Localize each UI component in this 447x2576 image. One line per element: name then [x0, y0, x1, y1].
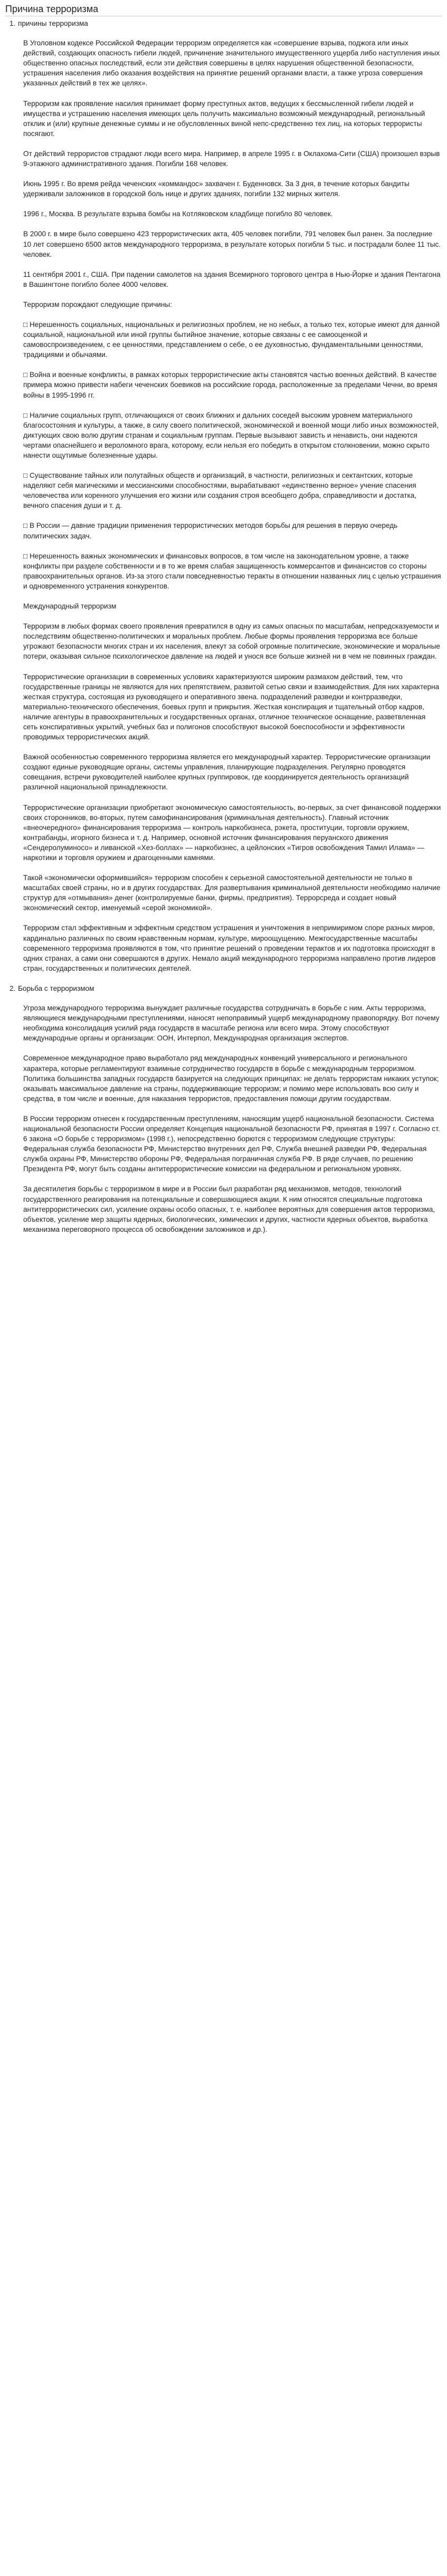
paragraph: □ Война и военные конфликты, в рамках которых террористические акты становятся частью военных действий. В качестве примера можно привести набеги чеченских боевиков на российские города, расположенные за пределами Чечни, во время войны в 1995-1996 гг.: [23, 371, 438, 399]
section-heading: [9, 18, 442, 28]
paragraph: Терроризм порождают следующие причины:: [23, 300, 172, 308]
section-heading: [9, 983, 442, 993]
paragraph: Современное международное право выработало ряд международных конвенций универсального и регионального характера, которые регламентируют взаимные сотрудничество государств в борьбе с международным терроризмом. Политика большинства западных государств базируется на следующих принципах: не делать террористам никаких уступок; оказывать максимальное давление на страны, поддерживающие терроризм; и помимо мере использовать всю силу и средства, в том числе и военные, для наказания террористов, предоставления помощи другим государствам.: [23, 1054, 439, 1103]
section-heading-text: Борьба с терроризмом: [18, 984, 94, 992]
paragraph: В Уголовном кодексе Российской Федерации терроризм определяется как «совершение взрыва, поджога или иных действий, создающих опасность гибели людей, причинение значительного имущественного ущерба либо наступления иных общественно опасных последствий, если эти действия совершены в целях нарушения общественной безопасности, устрашения населения либо оказания воздействия на принятие решений органами власти, а также угроза совершения указанных действий в тех же целях».: [23, 39, 440, 88]
document-body: [5, 18, 442, 1234]
paragraph: Июнь 1995 г. Во время рейда чеченских «коммандос» захвачен г. Буденновск. За 3 дня, в течение которых бандиты удерживали заложников в городской боль нице и других зданиях, погибли 132 мирных жителя.: [23, 180, 410, 198]
paragraph: Террористические организации приобретают экономическую самостоятельность, во-первых, за счет финансовой поддержки своих сторонников, во-вторых, путем самофинансирования (криминальная деятельность). Главный источник «внеочередного» финансирования терроризма — контроль наркобизнеса, рэкета, проституции, торговли оружием, контрабанды, игорного бизнеса и т. д. Например, основной источник финансирования перуанского движения «Сендеролуминосо» и ливанской «Хез-боллах» — наркобизнес, а цейлонских «Тигров освобождения Тамил Илама» — наркотики и торговля оружием и драгоценными камнями.: [23, 803, 441, 862]
paragraph: Терроризм как проявление насилия принимает форму преступных актов, ведущих к бессмысленной гибели людей и имущества и устрашению населения имеющих цель получить максимально возможный международный, региональный отклик и (или) крупные денежные суммы и не обусловленных виной непс-средственно тех лиц, на которых террористы посягают.: [23, 99, 425, 138]
paragraph: Терроризм в любых формах своего проявления превратился в одну из самых опасных по масштабам, непредсказуемости и последствиям общественно-политических и моральных проблем. Любые формы проявления терроризма все больше угрожают безопасности многих стран и их населения, влекут за собой огромные политические, экономические и моральные потери, оказывая сильное психологическое давление на людей и унося все больше жизней ни в чем не повинных граждан.: [23, 622, 440, 661]
paragraph: Международный терроризм: [23, 602, 117, 611]
paragraph: □ Нерешенность социальных, национальных и религиозных проблем, не но небых, а только тех, которые имеют для данной социальной, национальной или иной группы бытийное значение, которые связаны с ее самооценкой и самовоспроизведением, с ее ценностями, представлением о себе, о ее духовностью, фундаментальными ценностями, традициями и обычаями.: [23, 320, 440, 359]
paragraph: Угроза международного терроризма вынуждает различные государства сотрудничать в борьбе с ним. Акты терроризма, являющиеся международными преступлениями, наносят непоправимый ущерб международному правопорядку. Вот почему необходима консолидация усилий ряда государств в масштабе региона или всего мира. Этому способствуют международные органы и организации: ООН, Интерпол, Международная организация экспертов.: [23, 1004, 440, 1043]
section-number: 1.: [9, 20, 16, 27]
document-page: [0, 3, 447, 1250]
section-body: [23, 1003, 442, 1234]
paragraph: Террористические организации в современных условиях характеризуются широким размахом действий, тем, что государственные границы не являются для них препятствием, развитой сетью связи и взаимодействия. Для них характерна жесткая структура, состоящая из руководящего и оперативного звена. подразделений разведки и контрразведки, материально-технического обеспечения, боевых групп и прикрытия. Жесткая конспирация и тщательный отбор кадров, наличие агентуры в правоохранительных и государственных органах, отличное техническое оснащение, разветвленная сеть конспиративных укрытий, учебных баз и полигонов способствуют высокой боеспособности и эффективности проводимых террористических акций.: [23, 672, 440, 741]
paragraph: □ Наличие социальных групп, отличающихся от своих ближних и дальних соседей высоким уровнем материального благосостояния и культуры, а также, в силу своего политической, экономической и военной мощи либо иных возможностей, диктующих свою волю другим странам и социальным группам. Первые вызывают зависть и ненависть, они надеются чертами опаснейшего и вероломного врага, которому, если нельзя его победить в открытом столкновении, можно скрыто нанести ощутимые болезненные удары.: [23, 411, 439, 459]
section-heading-text: причины терроризма: [18, 20, 88, 27]
paragraph: В 2000 г. в мире было совершено 423 террористических акта, 405 человек погибли, 791 человек был ранен. За последние 10 лет совершено 6500 актов международного терроризма, в результате которых погибли 5 тыс. и пострадали более 11 тыс. человек.: [23, 230, 441, 258]
section-body: [23, 38, 442, 973]
paragraph: □ В России — давние традиции применения террористических методов борьбы для решения в первую очередь политических задач.: [23, 522, 398, 540]
page-title: Причина терроризма: [5, 4, 99, 14]
paragraph: Такой «экономически оформившийся» терроризм способен к серьезной самостоятельной деятельности не только в масштабах своей страны, но и в других государствах. Для развертывания криминальной деятельности необходимо наличие структур для «отмывания» денег (контролируемые банки, фирмы, предприятия). Террорсреда и создает новый экономический сектор, именуемый «серой экономикой».: [23, 874, 441, 912]
paragraph: 1996 г., Москва. В результате взрыва бомбы на Котляковском кладбище погибло 80 человек.: [23, 210, 333, 218]
paragraph: □ Нерешенность важных экономических и финансовых вопросов, в том числе на законодательном уровне, а также конфликты при разделе собственности и в то же время слабая защищенность коммерсантов и финансистов со стороны правоохранительных органов. Из-за этого стали повседневностью теракты в отношении названных лиц с целью устрашения и одновременного устранения конкурентов.: [23, 552, 441, 590]
paragraph: Важной особенностью современного терроризма является его международный характер. Террористические организации создают единые руководящие органы, системы управления, планирующие подразделения. Регулярно проводятся совещания, встречи руководителей наиболее крупных группировок, где координируется деятельность организаций различной национальной принадлежности.: [23, 753, 431, 792]
section-number: 2.: [9, 984, 16, 992]
paragraph: Терроризм стал эффективным и эффектным средством устрашения и уничтожения в непримиримом споре разных миров, кардинально различных по своим нравственным нормам, культуре, мироощущению. Межгосударственные масштабы современного терроризма проявляются в том, что принятие решений о проведении терактов и их подготовка происходят в одних странах, а сами они совершаются в других. Немало акций международного терроризма направлено против лидеров стран, государственных и политических деятелей.: [23, 924, 436, 972]
paragraph: От действий террористов страдают люди всего мира. Например, в апреле 1995 г. в Оклахома-Сити (США) произошел взрыв 9-этажного административного здания. Погибли 168 человек.: [23, 149, 440, 168]
paragraph: За десятилетия борьбы с терроризмом в мире и в России был разработан ряд механизмов, методов, технологий государственного реагирования на потенциальные и совершающиеся акции. К ним относятся специальные подготовка антитеррористических сил, усиление охраны особо опасных, т. е. наиболее вероятных для совершения актов терроризма, объектов, усиление мер защиты ядерных, биологических, химических и других, частности ядерных объектов, выработка механизма переговорного процесса об освобождении заложников и др.).: [23, 1185, 435, 1233]
paragraph: В России терроризм отнесен к государственным преступлениям, наносящим ущерб национальной безопасности. Система национальной безопасности России определяет Концепция национальной безопасности РФ, принятая в 1997 г. Согласно ст. 6 закона «О борьбе с терроризмом» (1998 г.), непосредственно борются с терроризмом следующие структуры: Федеральная служба безопасности РФ, Министерство внутренних дел РФ, Служба внешней разведки РФ, Федеральная служба охраны РФ, Министерство обороны РФ, Федеральная пограничная служба РФ. В ряде случаев, по решению Президента РФ, могут быть созданы антитеррористические комиссии на федеральном и региональном уровнях.: [23, 1114, 440, 1173]
paragraph: 11 сентября 2001 г., США. При падении самолетов на здания Всемирного торгового центра в Нью-Йорке и здания Пентагона в Вашингтоне погибло более 4000 человек.: [23, 270, 441, 288]
paragraph: □ Существование тайных или полутайных обществ и организаций, в частности, религиозных и сектантских, которые наделяют себя магическими и мессианскими способностями, вырабатывают «единственно верное» учение спасения человечества или коренного улучшения его жизни или создания строя всеобщего добра, справедливости и достатка, вечного спасения души и т. д.: [23, 471, 417, 510]
